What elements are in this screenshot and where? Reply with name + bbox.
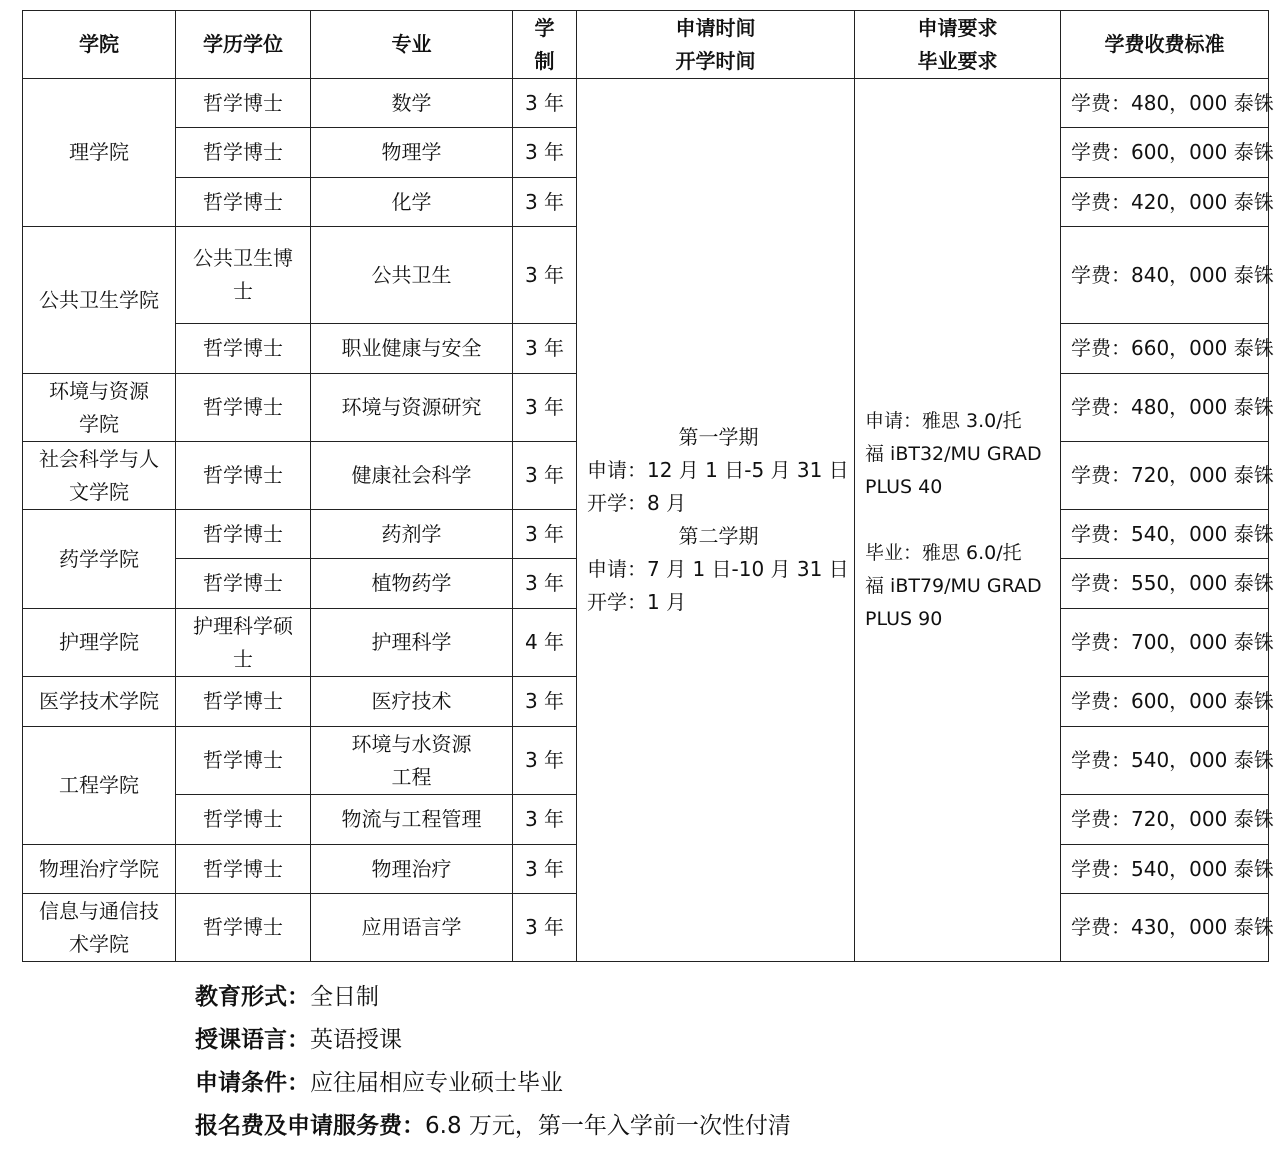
fee-cell: 学费：420，000 泰铢: [1061, 178, 1269, 227]
table-row: [23, 79, 1269, 128]
duration-cell: 3 年: [513, 845, 577, 894]
duration-cell: 3 年: [513, 677, 577, 727]
duration-cell: 4 年: [513, 609, 577, 677]
duration-cell: 3 年: [513, 510, 577, 559]
header-duration-line2: 制: [534, 48, 555, 73]
note-fees: [195, 1105, 791, 1148]
degree-cell: 哲学博士: [176, 894, 311, 962]
req-apply-line3: PLUS 40: [865, 475, 943, 498]
duration-cell: 3 年: [513, 894, 577, 962]
header-duration-line1: 学: [534, 15, 555, 40]
major-cell: 环境与资源研究: [311, 374, 513, 442]
header-time: [577, 11, 855, 79]
fee-cell: 学费：480，000 泰铢: [1061, 79, 1269, 128]
duration-cell: 3 年: [513, 227, 577, 324]
note-key: 授课语言：: [195, 1027, 310, 1053]
header-degree: 学历学位: [176, 11, 311, 79]
major-cell: [311, 727, 513, 795]
degree-cell: 哲学博士: [176, 559, 311, 609]
duration-cell: 3 年: [513, 442, 577, 510]
duration-cell: 3 年: [513, 727, 577, 795]
header-row: [23, 11, 1269, 79]
duration-cell: 3 年: [513, 374, 577, 442]
major-cell: 护理科学: [311, 609, 513, 677]
major-cell: 应用语言学: [311, 894, 513, 962]
degree-cell: 哲学博士: [176, 510, 311, 559]
note-education-form: [195, 976, 791, 1019]
note-value: 英语授课: [310, 1027, 402, 1053]
major-line2: 工程: [391, 764, 432, 789]
major-line1: 环境与水资源: [351, 731, 472, 756]
header-major: 专业: [311, 11, 513, 79]
college-cell: 公共卫生学院: [23, 227, 176, 374]
req-grad-line1: 毕业：雅思 6.0/托: [865, 541, 1022, 564]
schedule-term2: 第二学期: [678, 524, 759, 548]
fee-cell: 学费：540，000 泰铢: [1061, 510, 1269, 559]
degree-cell: 哲学博士: [176, 677, 311, 727]
req-apply-line1: 申请：雅思 3.0/托: [865, 409, 1022, 432]
notes-section: [195, 976, 791, 1148]
schedule-term1-apply: 申请：12 月 1 日-5 月 31 日: [587, 458, 849, 482]
degree-line2: 士: [233, 646, 253, 671]
college-line1: 社会科学与人: [39, 446, 159, 471]
req-grad-line3: PLUS 90: [865, 607, 943, 630]
req-spacer: [865, 504, 1056, 537]
note-value: 全日制: [310, 984, 379, 1010]
program-table: [22, 10, 1274, 962]
major-cell: 药剂学: [311, 510, 513, 559]
major-cell: 物理学: [311, 128, 513, 178]
degree-cell: 哲学博士: [176, 79, 311, 128]
note-key: 报名费及申请服务费：: [195, 1113, 425, 1139]
fee-cell: 学费：720，000 泰铢: [1061, 442, 1269, 510]
header-req-line2: 毕业要求: [917, 48, 998, 73]
note-value: 6.8 万元，第一年入学前一次性付清: [425, 1113, 791, 1139]
major-cell: 物理治疗: [311, 845, 513, 894]
fee-cell: 学费：430，000 泰铢: [1061, 894, 1269, 962]
degree-cell: 哲学博士: [176, 128, 311, 178]
college-cell: 理学院: [23, 79, 176, 227]
header-time-line1: 申请时间: [675, 15, 756, 40]
degree-cell: 哲学博士: [176, 442, 311, 510]
degree-cell: 哲学博士: [176, 727, 311, 795]
major-cell: 健康社会科学: [311, 442, 513, 510]
major-cell: 职业健康与安全: [311, 324, 513, 374]
fee-cell: 学费：480，000 泰铢: [1061, 374, 1269, 442]
header-duration: [513, 11, 577, 79]
note-key: 教育形式：: [195, 984, 310, 1010]
note-value: 应往届相应专业硕士毕业: [310, 1070, 563, 1096]
schedule-term1: 第一学期: [678, 425, 759, 449]
duration-cell: 3 年: [513, 178, 577, 227]
fee-cell: 学费：600，000 泰铢: [1061, 128, 1269, 178]
duration-cell: 3 年: [513, 559, 577, 609]
req-apply-line2: 福 iBT32/MU GRAD: [865, 442, 1042, 465]
fee-cell: 学费：720，000 泰铢: [1061, 795, 1269, 845]
degree-cell: 哲学博士: [176, 374, 311, 442]
college-line2: 术学院: [69, 931, 129, 956]
college-cell: 工程学院: [23, 727, 176, 845]
fee-cell: 学费：550，000 泰铢: [1061, 559, 1269, 609]
degree-cell: 哲学博士: [176, 178, 311, 227]
major-cell: 化学: [311, 178, 513, 227]
duration-cell: 3 年: [513, 795, 577, 845]
college-cell: 物理治疗学院: [23, 845, 176, 894]
college-cell: 护理学院: [23, 609, 176, 677]
degree-line1: 护理科学硕: [193, 613, 293, 638]
degree-cell: 哲学博士: [176, 845, 311, 894]
fee-cell: 学费：540，000 泰铢: [1061, 727, 1269, 795]
degree-cell: [176, 609, 311, 677]
note-key: 申请条件：: [195, 1070, 310, 1096]
schedule-term2-apply: 申请：7 月 1 日-10 月 31 日: [587, 557, 849, 581]
fee-cell: 学费：660，000 泰铢: [1061, 324, 1269, 374]
header-time-line2: 开学时间: [675, 48, 756, 73]
college-cell: 医学技术学院: [23, 677, 176, 727]
degree-line2: 士: [233, 279, 253, 303]
college-line1: 信息与通信技: [39, 898, 159, 923]
degree-cell: [176, 227, 311, 324]
fee-cell: 学费：840，000 泰铢: [1061, 227, 1269, 324]
duration-cell: 3 年: [513, 79, 577, 128]
college-cell: 药学学院: [23, 510, 176, 609]
requirements-cell: [855, 79, 1061, 962]
major-cell: 数学: [311, 79, 513, 128]
degree-cell: 哲学博士: [176, 795, 311, 845]
college-cell: [23, 442, 176, 510]
fee-cell: 学费：700，000 泰铢: [1061, 609, 1269, 677]
major-cell: 植物药学: [311, 559, 513, 609]
major-cell: 医疗技术: [311, 677, 513, 727]
req-grad-line2: 福 iBT79/MU GRAD: [865, 574, 1042, 597]
schedule-cell: [577, 79, 855, 962]
schedule-term2-start: 开学：1 月: [587, 590, 687, 614]
college-line1: 环境与资源: [49, 378, 149, 403]
degree-line1: 公共卫生博: [193, 246, 293, 270]
header-fee: 学费收费标准: [1061, 11, 1269, 79]
schedule-term1-start: 开学：8 月: [587, 491, 687, 515]
degree-cell: 哲学博士: [176, 324, 311, 374]
note-application-conditions: [195, 1062, 791, 1105]
duration-cell: 3 年: [513, 128, 577, 178]
major-cell: 物流与工程管理: [311, 795, 513, 845]
college-line2: 学院: [79, 411, 119, 436]
college-line2: 文学院: [69, 479, 129, 504]
college-cell: [23, 894, 176, 962]
college-cell: [23, 374, 176, 442]
duration-cell: 3 年: [513, 324, 577, 374]
header-requirements: [855, 11, 1061, 79]
fee-cell: 学费：540，000 泰铢: [1061, 845, 1269, 894]
major-cell: 公共卫生: [311, 227, 513, 324]
note-teaching-language: [195, 1019, 791, 1062]
header-req-line1: 申请要求: [917, 15, 998, 40]
header-college: 学院: [23, 11, 176, 79]
fee-cell: 学费：600，000 泰铢: [1061, 677, 1269, 727]
